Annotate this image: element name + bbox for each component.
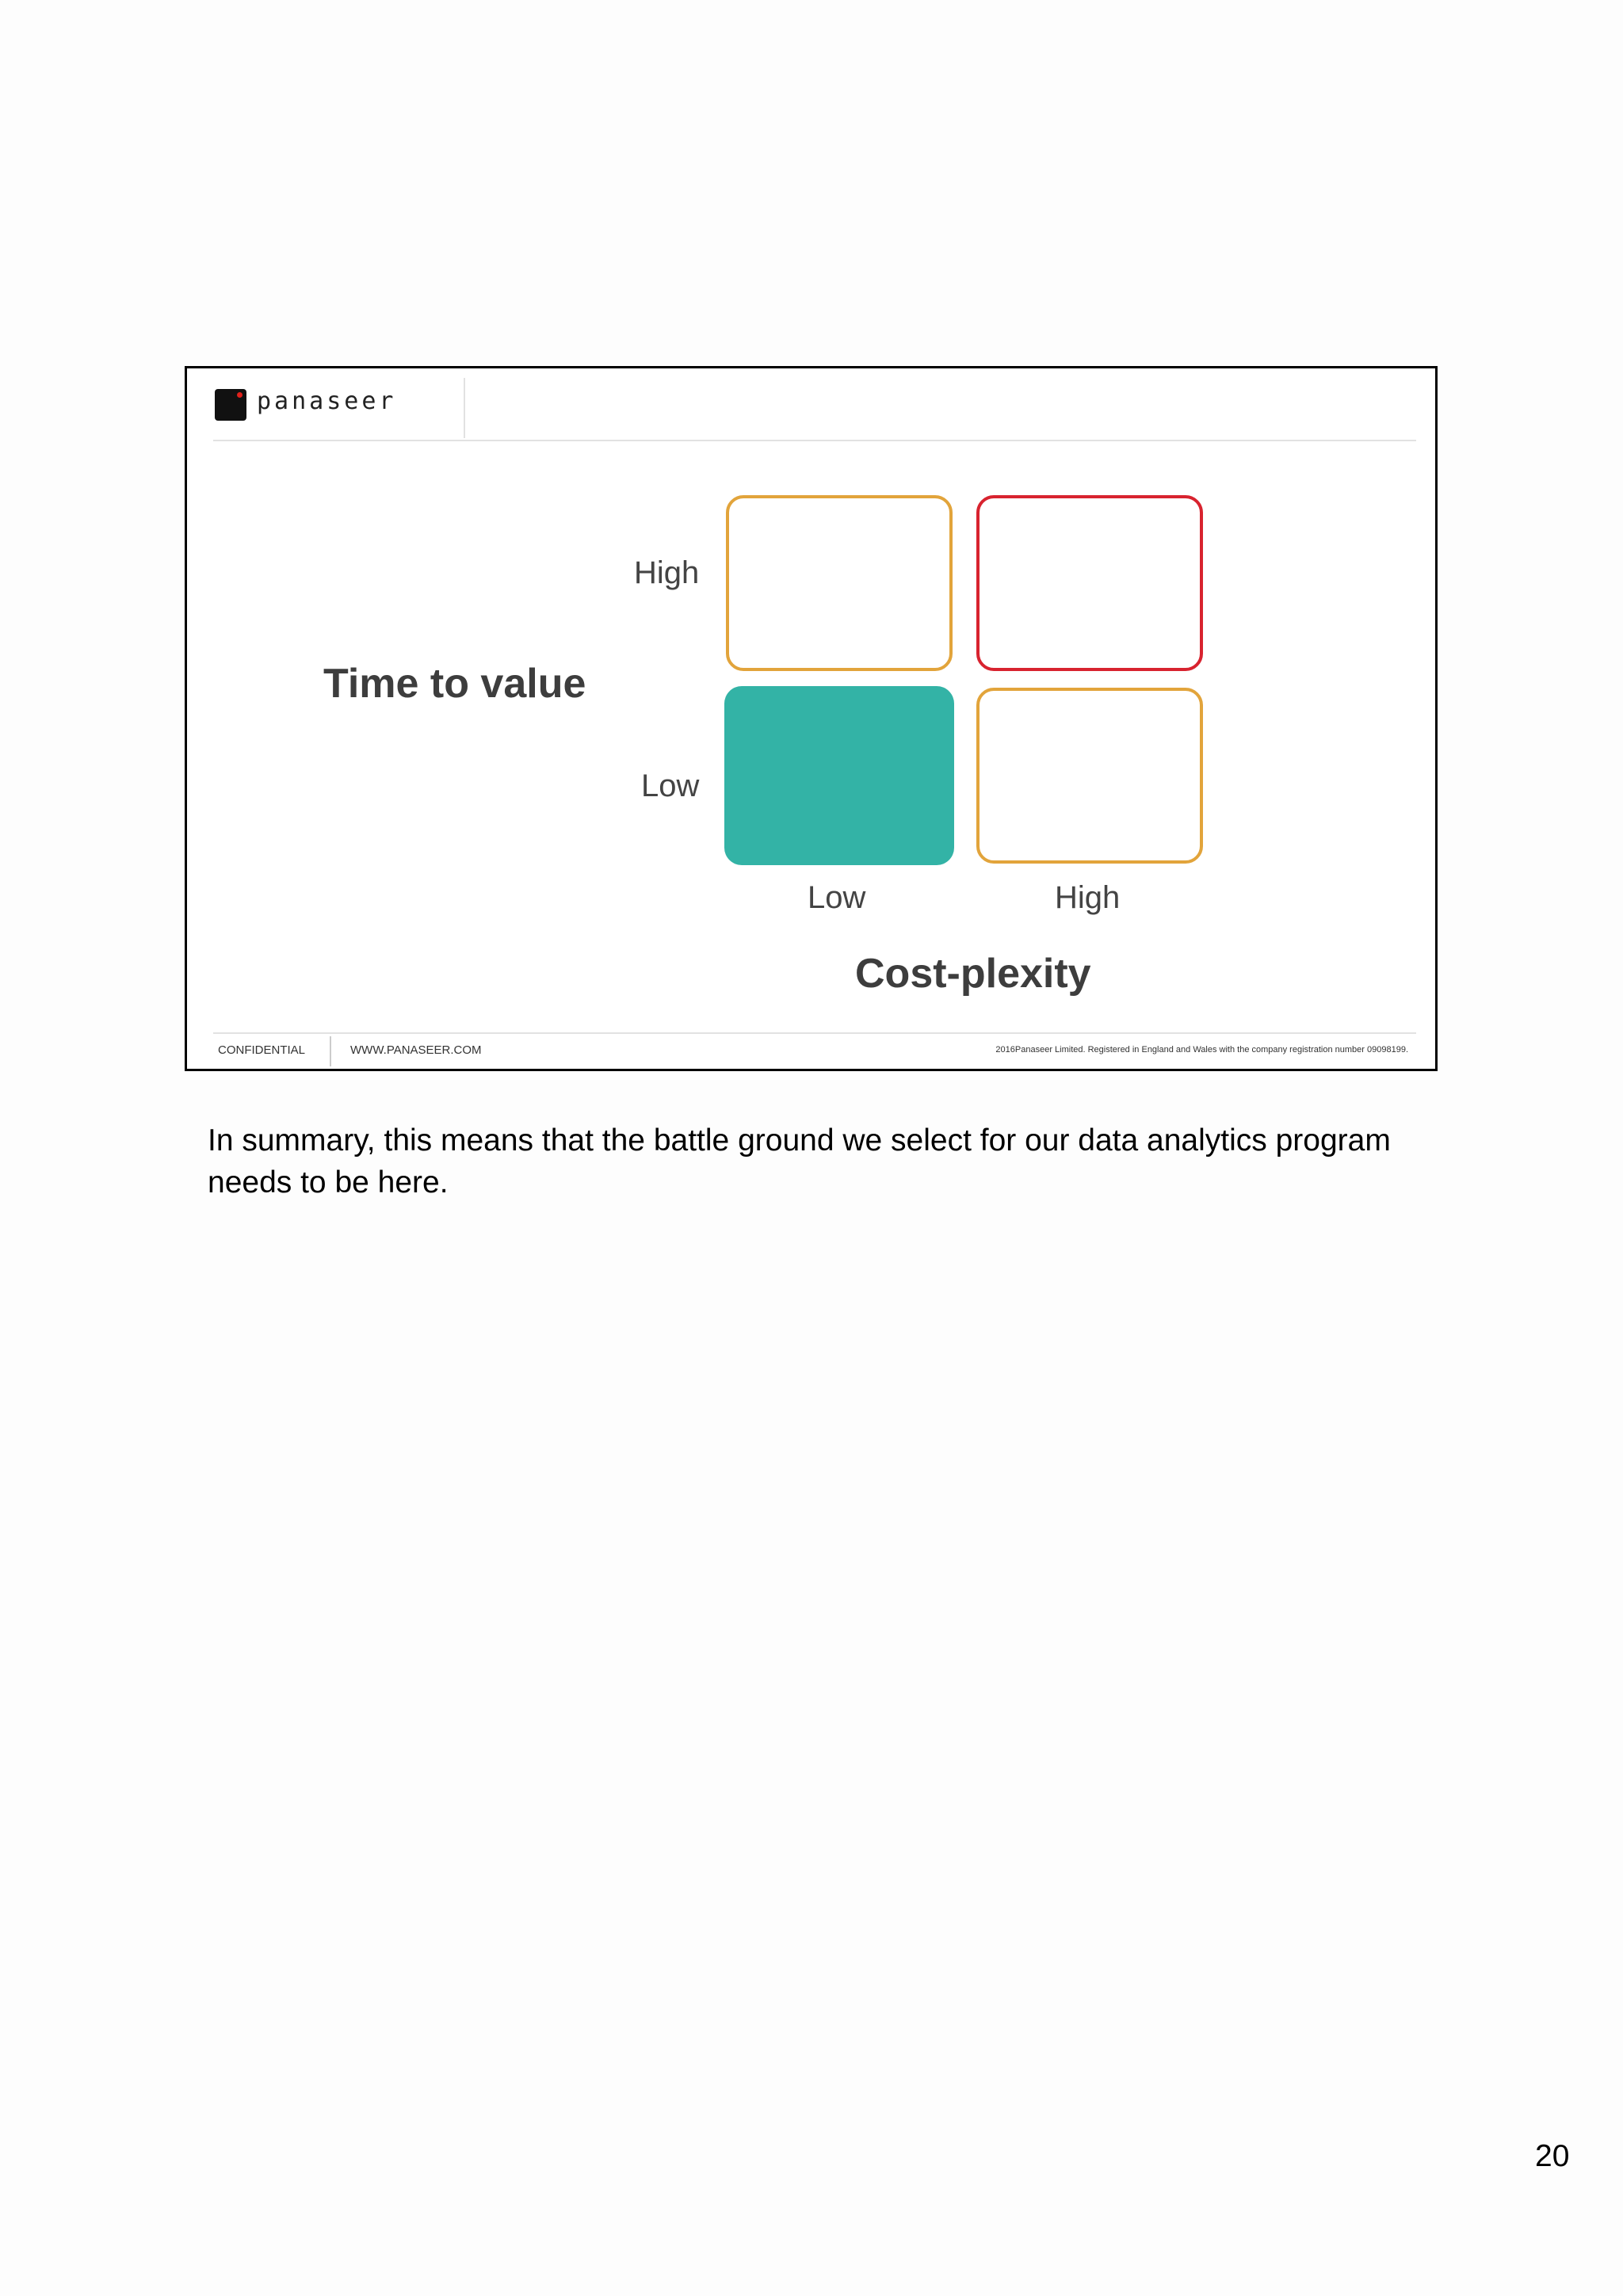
header-line	[213, 440, 1416, 441]
footer-legal-text: 2016Panaseer Limited. Registered in England and Wales with the company registration number 09098199.	[995, 1045, 1408, 1055]
x-tick-high: High	[1055, 880, 1121, 915]
page-number: 20	[1535, 2139, 1570, 2173]
footer-divider	[330, 1036, 331, 1066]
summary-text: In summary, this means that the battle ground we select for our data analytics program needs to be here.	[208, 1123, 1391, 1199]
header-divider	[464, 378, 465, 438]
footer-website: WWW.PANASEER.COM	[350, 1043, 482, 1057]
y-axis-title: Time to value	[323, 661, 586, 707]
y-tick-high: High	[634, 555, 700, 590]
footer-line	[213, 1032, 1416, 1034]
slide-thumbnail	[185, 366, 1438, 1071]
matrix-cell-high-time-high-cost	[976, 495, 1203, 671]
y-tick-low: Low	[641, 769, 700, 803]
matrix-cell-low-time-high-cost	[976, 688, 1203, 864]
footer-confidential: CONFIDENTIAL	[218, 1043, 306, 1057]
panaseer-logo-icon	[215, 389, 246, 421]
matrix-cell-high-time-low-cost	[726, 495, 953, 671]
x-tick-low: Low	[808, 880, 866, 915]
x-axis-title: Cost-plexity	[855, 951, 1091, 997]
logo-text: panaseer	[257, 387, 397, 415]
matrix-cell-low-time-low-cost	[724, 686, 954, 865]
